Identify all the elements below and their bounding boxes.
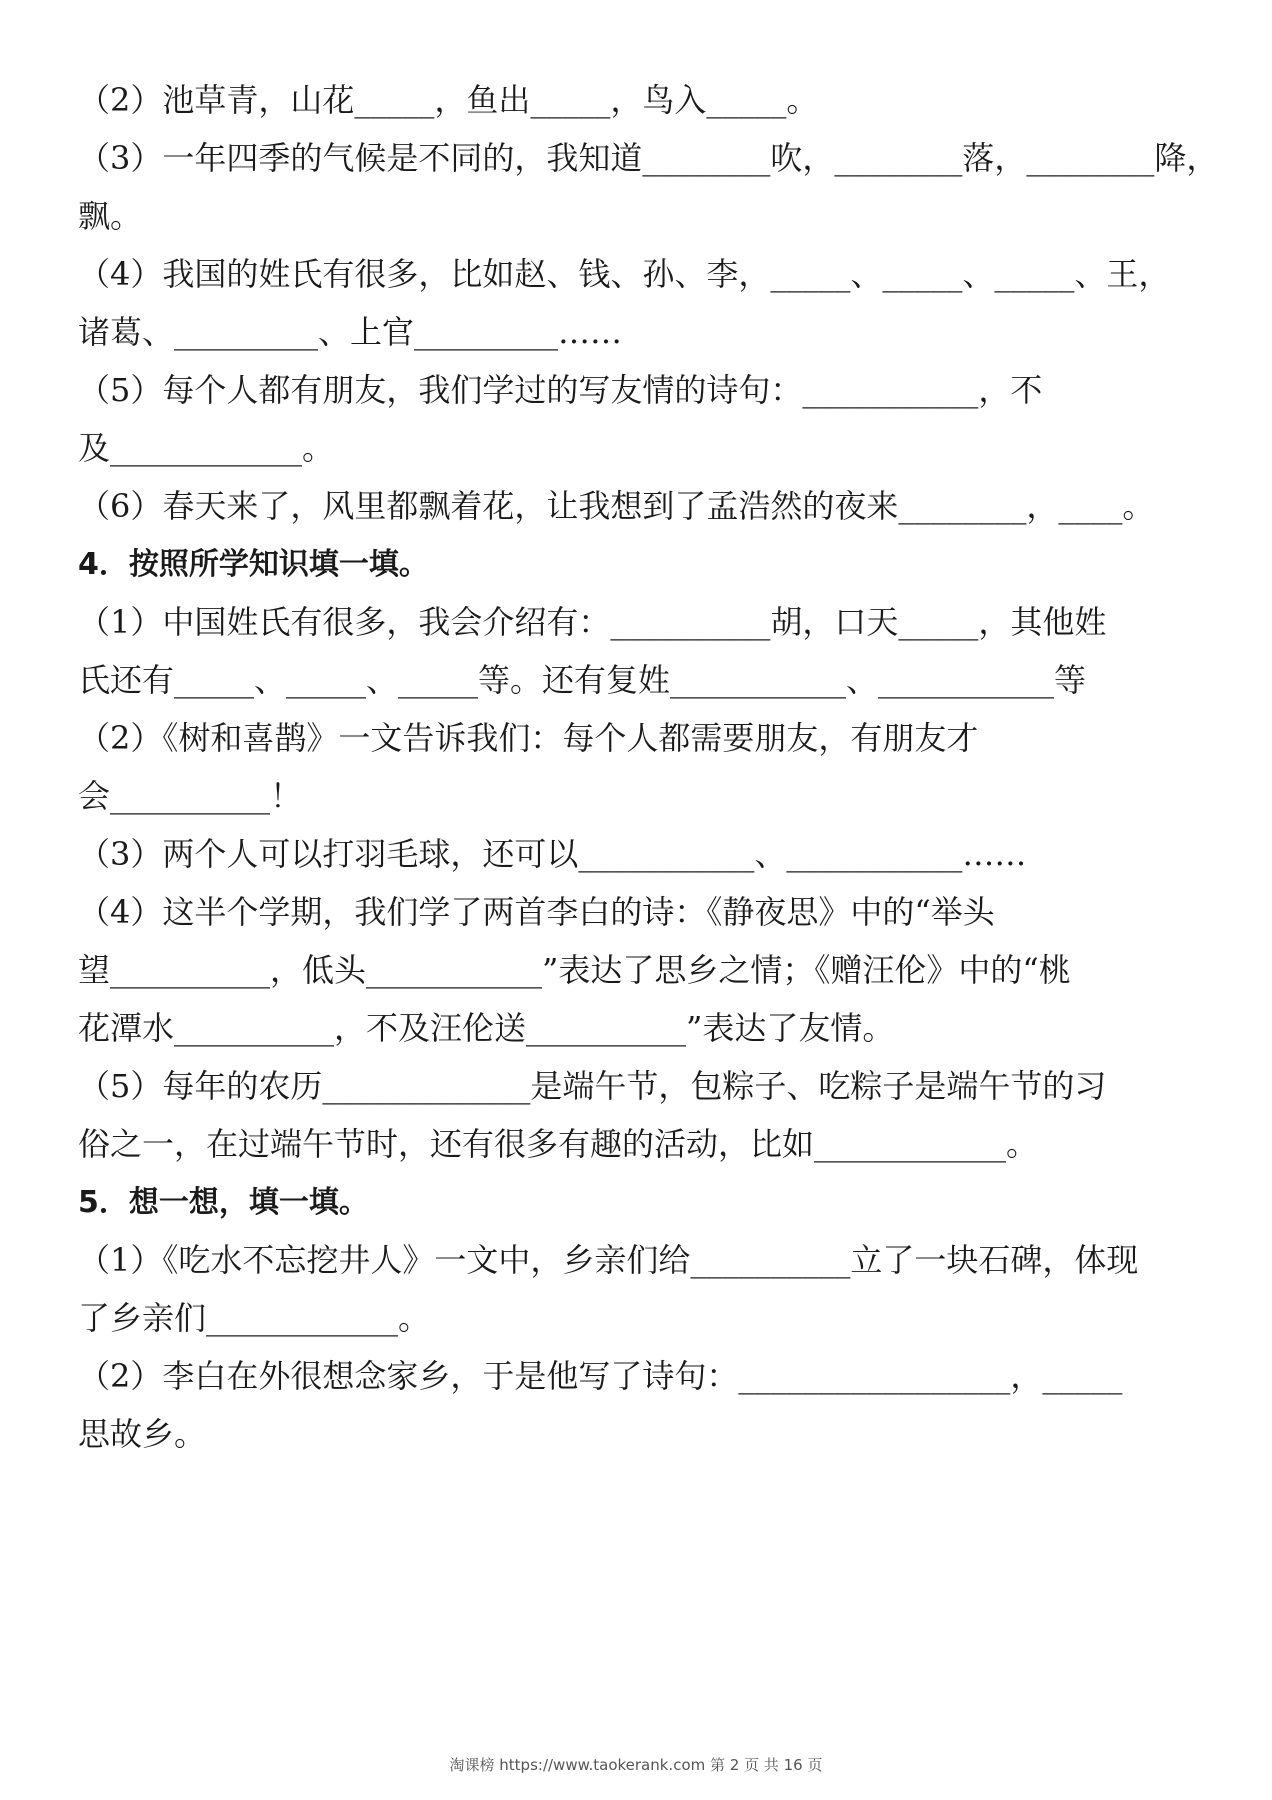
q4-item-2-line-2: 会__________！ (78, 777, 303, 815)
section-5-heading: 5．想一想，填一填。 (78, 1185, 369, 1220)
q3-item-3-line-2: 飘。 (78, 197, 143, 235)
q4-item-4-line-1: （4）这半个学期，我们学了两首李白的诗：《静夜思》中的“举头 (78, 893, 995, 931)
page-footer: 淘课榜 https://www.taokerank.com 第 2 页 共 16 页 (449, 1756, 823, 1774)
q3-item-4-line-1: （4）我国的姓氏有很多，比如赵、钱、孙、李，_____、_____、_____、王， (78, 255, 1171, 293)
q5-item-1-line-1: （1）《吃水不忘挖井人》一文中，乡亲们给__________立了一块石碑，体现 (78, 1241, 1139, 1279)
q4-item-1-line-1: （1）中国姓氏有很多，我会介绍有：__________胡，口天_____，其他姓 (78, 603, 1107, 641)
q4-item-5-line-2: 俗之一，在过端午节时，还有很多有趣的活动，比如____________。 (78, 1125, 1039, 1163)
q3-item-4-line-2: 诸葛、_________、上官_________…… (78, 313, 623, 351)
q3-item-2: （2）池草青，山花_____，鱼出_____，鸟入_____。 (78, 81, 819, 119)
q5-item-2-line-2: 思故乡。 (78, 1415, 207, 1453)
q4-item-1-line-2: 氏还有_____、_____、_____等。还有复姓___________、___________等 (78, 661, 1087, 699)
q4-item-5-line-1: （5）每年的农历_____________是端午节，包粽子、吃粽子是端午节的习 (78, 1067, 1107, 1105)
section-4-heading: 4．按照所学知识填一填。 (78, 547, 429, 582)
q4-item-4-line-3: 花潭水__________，不及汪伦送__________”表达了友情。 (78, 1009, 895, 1047)
q5-item-2-line-1: （2）李白在外很想念家乡，于是他写了诗句：_________________，_____ (78, 1357, 1123, 1395)
q3-item-3-line-1: （3）一年四季的气候是不同的，我知道________吹，________落，________降， (78, 139, 1219, 177)
q3-item-6: （6）春天来了，风里都飘着花，让我想到了孟浩然的夜来________，____。 (78, 487, 1155, 525)
q4-item-4-line-2: 望__________，低头___________”表达了思乡之情；《赠汪伦》中的“桃 (78, 951, 1071, 989)
q5-item-1-line-2: 了乡亲们____________。 (78, 1299, 431, 1337)
q4-item-3: （3）两个人可以打羽毛球，还可以___________、___________…… (78, 835, 1027, 873)
q3-item-5-line-2: 及____________。 (78, 429, 335, 467)
q4-item-2-line-1: （2）《树和喜鹊》一文告诉我们：每个人都需要朋友，有朋友才 (78, 719, 979, 757)
q3-item-5-line-1: （5）每个人都有朋友，我们学过的写友情的诗句：___________，不 (78, 371, 1043, 409)
